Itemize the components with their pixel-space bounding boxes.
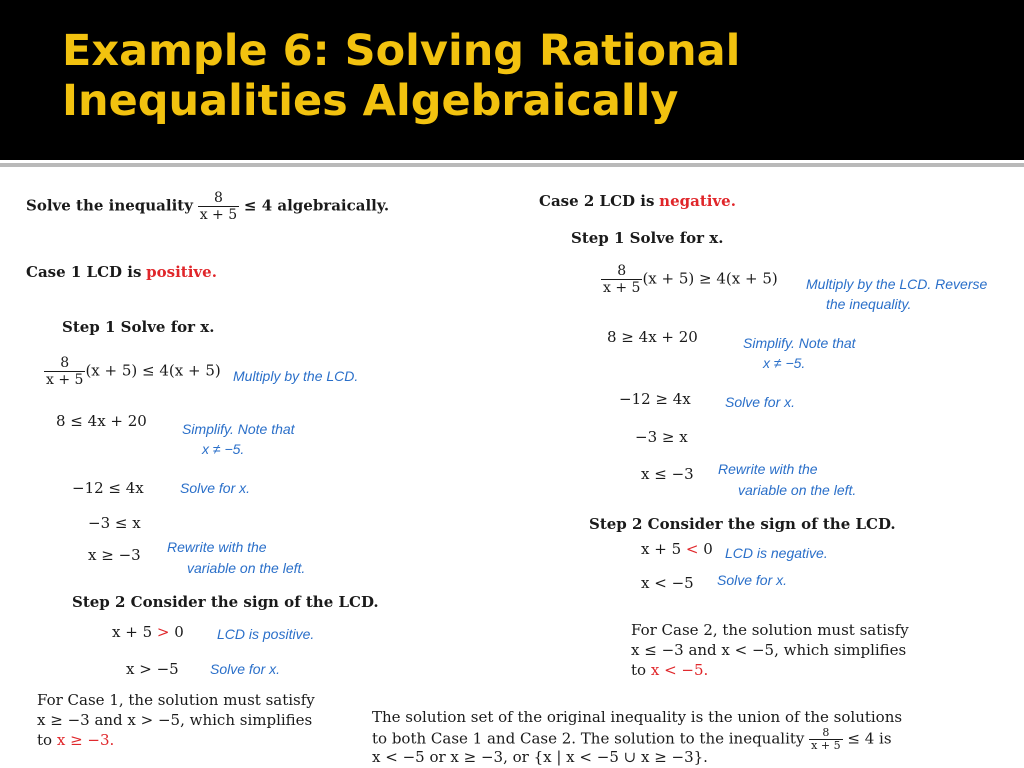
case2-eq7-note: Solve for x. <box>717 572 788 588</box>
case1-eq5-note1: Rewrite with the <box>167 539 267 555</box>
case1-heading: Case 1 LCD is positive. <box>26 263 217 281</box>
problem-prefix: Solve the inequality <box>26 196 193 215</box>
case2-eq4: −3 ≥ x <box>635 428 688 446</box>
slide-title <box>62 26 740 126</box>
case1-eq1-note: Multiply by the LCD. <box>233 368 359 384</box>
case1-eq2-note1: Simplify. Note that <box>182 421 295 437</box>
case1-eq2-note2: x ≠ −5. <box>202 441 245 457</box>
slide-title-line2: Inequalities Algebraically <box>62 76 679 126</box>
title-bar <box>0 0 1024 160</box>
case2-eq5-note2: variable on the left. <box>738 482 857 498</box>
problem-statement <box>26 190 389 223</box>
case1-conclusion-line1: For Case 1, the solution must satisfy <box>37 691 315 709</box>
case2-eq6-note: LCD is negative. <box>725 545 828 561</box>
problem-fraction: $\frac{8}{x + 5}$ <box>199 190 238 223</box>
case2-conclusion-line3: to x < −5. <box>631 661 709 675</box>
case1-eq5: x ≥ −3 <box>88 546 141 564</box>
case2-heading: Case 2 LCD is negative. <box>539 192 736 210</box>
case2-eq3: −12 ≥ 4x <box>619 390 691 408</box>
case2-sign-word: negative. <box>659 192 736 210</box>
case2-eq6: x + 5 < 0 <box>641 540 713 558</box>
title-divider <box>0 163 1024 167</box>
summary-line2: to both Case 1 and Case 2. The solution to the inequality $\frac{8}{x + 5}$ ≤ 4 is <box>372 726 892 752</box>
case1-eq4: −3 ≤ x <box>88 514 141 532</box>
case2-eq1-note1: Multiply by the LCD. Reverse <box>806 276 988 292</box>
case2-eq7: x < −5 <box>641 574 694 592</box>
case2-step2: Step 2 Consider the sign of the LCD. <box>589 515 896 533</box>
case1-eq5-note2: variable on the left. <box>187 560 306 576</box>
case2-eq2-note1: Simplify. Note that <box>743 335 856 351</box>
case1-conclusion-line3: to x ≥ −3. <box>37 731 115 749</box>
case2-step1: Step 1 Solve for x. <box>571 229 724 247</box>
case1-eq7: x > −5 <box>126 660 179 678</box>
case2-eq2: 8 ≥ 4x + 20 <box>607 328 698 346</box>
problem-suffix: ≤ 4 algebraically. <box>243 196 390 215</box>
case1-eq6: x + 5 > 0 <box>112 623 184 641</box>
case2-conclusion-line2: x ≤ −3 and x < −5, which simplifies <box>631 641 907 659</box>
case1-eq3: −12 ≤ 4x <box>72 479 144 497</box>
case1-eq7-note: Solve for x. <box>210 661 281 677</box>
case1-eq1: $\frac{8}{x + 5}$ (x + 5) ≤ 4(x + 5) <box>46 355 221 388</box>
case2-eq5: x ≤ −3 <box>641 465 694 483</box>
case2-eq2-note2: x ≠ −5. <box>763 355 806 371</box>
case1-sign-word: positive. <box>146 263 217 281</box>
case2-eq5-note1: Rewrite with the <box>718 461 818 477</box>
slide-title-line1: Example 6: Solving Rational <box>62 26 741 76</box>
case2-conclusion-line1: For Case 2, the solution must satisfy <box>631 621 909 639</box>
case1-eq2: 8 ≤ 4x + 20 <box>56 412 147 430</box>
case2-eq1: $\frac{8}{x + 5}$ (x + 5) ≥ 4(x + 5) <box>603 263 778 296</box>
summary-line1: The solution set of the original inequality is the union of the solutions <box>372 708 903 726</box>
case1-eq6-note: LCD is positive. <box>217 626 315 642</box>
case1-eq3-note: Solve for x. <box>180 480 251 496</box>
summary-line3: x < −5 or x ≥ −3, or {x | x < −5 ∪ x ≥ −3}. <box>372 748 708 766</box>
case1-conclusion-line2: x ≥ −3 and x > −5, which simplifies <box>37 711 313 729</box>
case1-step2: Step 2 Consider the sign of the LCD. <box>72 593 379 611</box>
case2-eq3-note: Solve for x. <box>725 394 796 410</box>
case2-eq1-note2: the inequality. <box>826 296 912 312</box>
case1-step1: Step 1 Solve for x. <box>62 318 215 336</box>
